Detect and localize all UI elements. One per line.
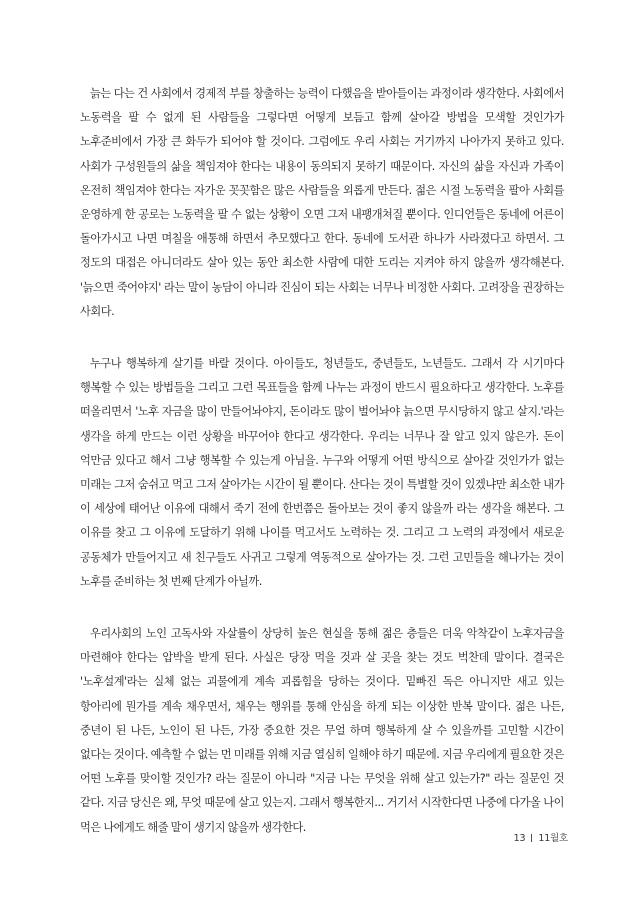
paragraph-happiness: 누구나 행복하게 살기를 바랄 것이다. 아이들도, 청년들도, 중년들도, 노년들도. 그래서 각 시기마다 행복할 수 있는 방법들을 그리고 그런 목표들을 함께 나누는 과정이 반드시 필요하다고 생각한다. 노후를 떠올리면서 '노후 자금을 많이 만들어놔야지, 돈이라도 많이 벌어놔야 늙으면 무시당하지 않고 살지.'라는 생각을 하게 만드는 이런 상황을 바꾸어야 한다고 생각한다. 우리는 너무나 잘 알고 있지 않은가. 돈이 억만금 있다고 해서 그냥 행복할 수 있는게 아님을. 누구와 어떻게 어떤 방식으로 살아갈 것인가가 없는 미래는 그저 숨쉬고 먹고 그저 살아가는 시간이 될 뿐이다. 산다는 것이 특별할 것이 있겠냐만 최소한 내가 이 세상에 태어난 이유에 대해서 죽기 전에 한번쯤은 돌아보는 것이 좋지 않을까 라는 생각을 해본다. 그 이유를 찾고 그 이유에 도달하기 위해 나이를 먹고서도 노력하는 것. 그리고 그 노력의 과정에서 새로운 공동체가 만들어지고 새 친구들도 사귀고 그렇게 역동적으로 살아가는 것. 그런 고민들을 해나가는 것이 노후를 준비하는 첫 번째 단계가 아닐까. <box>80 357 564 588</box>
footer-divider <box>531 834 532 842</box>
page-footer <box>514 830 568 844</box>
paragraph-retirement-planning: 우리사회의 노인 고독사와 자살률이 상당히 높은 현실을 통해 젊은 층들은 더욱 악착같이 노후자금을 마련해야 한다는 압박을 받게 된다. 사실은 당장 먹을 것과 살 곳을 찾는 것도 벅찬데 말이다. 결국은 '노후설계'라는 실체 없는 괴물에게 계속 괴롭힘을 당하는 것이다. 밑빠진 독은 아니지만 새고 있는 항아리에 뭔가를 계속 채우면서, 채우는 행위를 통해 안심을 하게 되는 이상한 반복 말이다. 젊은 나든, 중년이 된 나든, 노인이 된 나든, 가장 중요한 것은 무얼 하며 행복하게 살 수 있을까를 고민할 시간이 없다는 것이다. 예측할 수 없는 먼 미래를 위해 지금 열심히 일해야 하기 때문에. 지금 우리에게 필요한 것은 어떤 노후를 맞이할 것인가? 라는 질문이 아니라 "지금 나는 무엇을 위해 살고 있는가?" 라는 질문인 것 같다. 지금 당신은 왜, 무엇 때문에 살고 있는지. 그래서 행복한지... 거기서 시작한다면 나중에 다가올 나이 먹은 나에게도 해줄 말이 생기지 않을까 생각한다. <box>80 627 564 834</box>
issue-label: 11월호 <box>538 833 568 844</box>
page-number: 13 <box>513 833 526 844</box>
paragraph-aging-society: 늙는 다는 건 사회에서 경제적 부를 창출하는 능력이 다했음을 받아들이는 과정이라 생각한다. 사회에서 노동력을 팔 수 없게 된 사람들을 그렇다면 어떻게 보듬고 함께 살아갈 방법을 모색할 것인가가 노후준비에서 가장 큰 화두가 되어야 할 것이다. 그럼에도 우리 사회는 거기까지 나아가지 못하고 있다. 사회가 구성원들의 삶을 책임져야 한다는 내용이 동의되지 못하기 때문이다. 자신의 삶을 자신과 가족이 온전히 책임져야 한다는 자가운 꼿꼿함은 많은 사람들을 외롭게 만든다. 젊은 시절 노동력을 팔아 사회를 운영하게 한 공로는 노동력을 팔 수 없는 상황이 오면 그저 내팽개쳐질 뿐이다. 인디언들은 동네에 어른이 돌아가시고 나면 며칠을 애통해 하면서 추모했다고 한다. 동네에 도서관 하나가 사라졌다고 하면서. 그 정도의 대접은 아니더라도 살아 있는 동안 최소한 사람에 대한 도리는 지켜야 하지 않을까 생각해본다. '늙으면 죽어야지' 라는 말이 농담이 아니라 진심이 되는 사회는 너무나 비정한 사회다. 고려장을 권장하는 사회다. <box>80 87 564 318</box>
article-body <box>80 82 564 840</box>
